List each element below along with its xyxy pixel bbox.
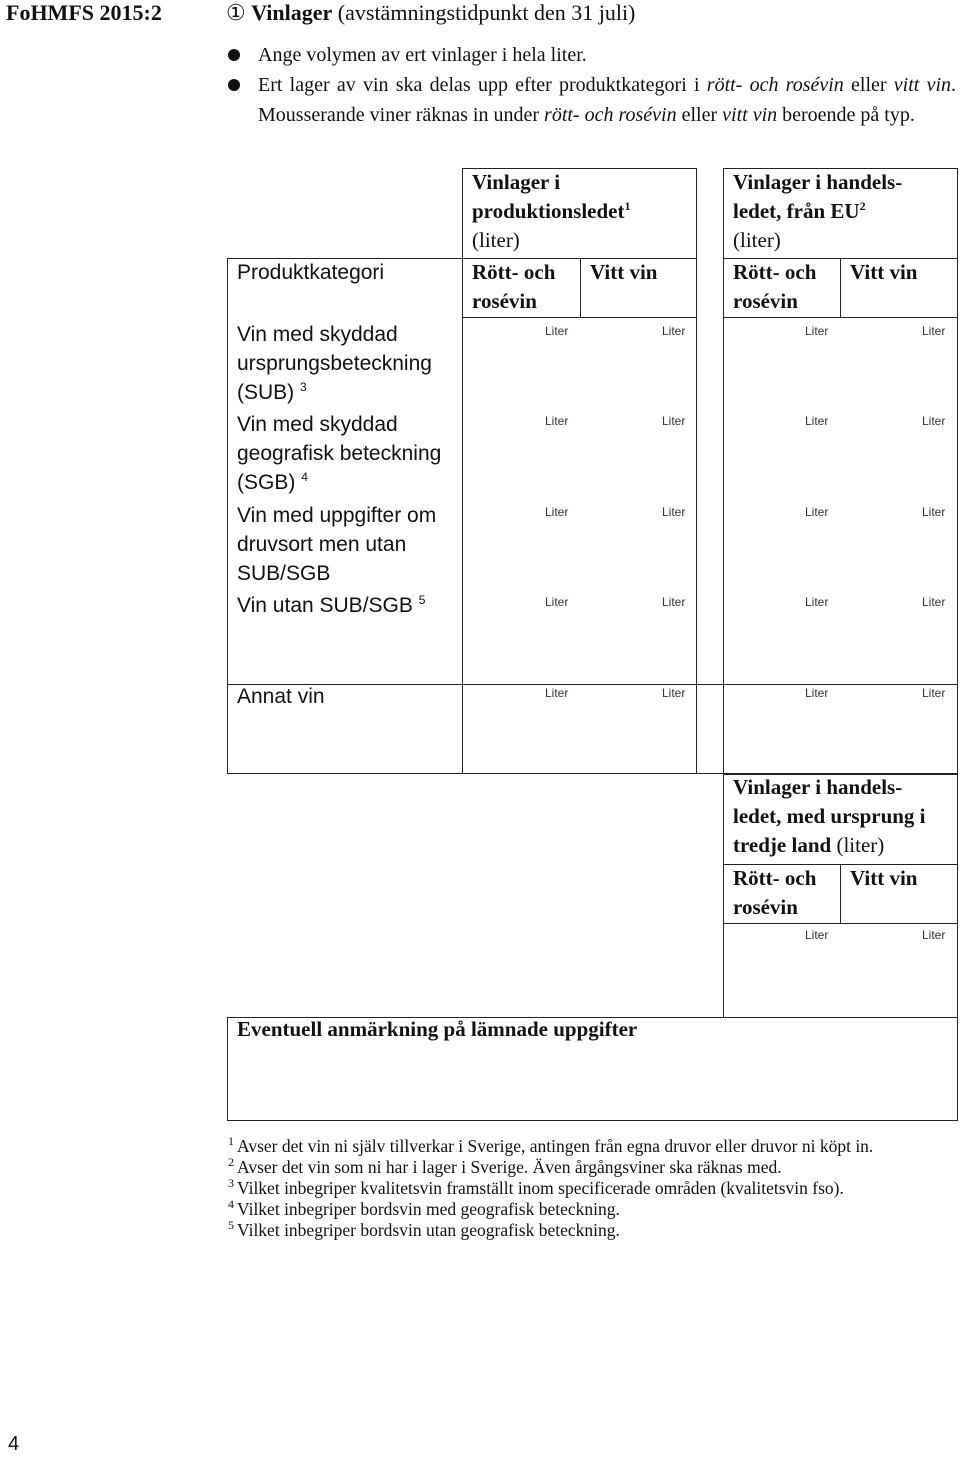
footnote-number: 4 (228, 1197, 234, 1212)
unit-label-production-red[interactable]: Liter (545, 505, 569, 519)
third-country-header-line: tredje land (733, 833, 832, 857)
eu-header-unit: (liter) (733, 228, 781, 252)
col-header-line: rosévin (733, 289, 798, 313)
instruction-text: beroende på typ. (777, 104, 915, 126)
col-header-line: rosévin (733, 895, 798, 919)
footnote-number: 5 (228, 1218, 234, 1233)
section-number: ① (226, 0, 246, 25)
unit-label-third-red[interactable]: Liter (805, 928, 829, 942)
production-header-line: produktionsledet$^1$ (472, 199, 631, 223)
third-country-header-unit: (liter) (836, 833, 885, 857)
footnote (228, 1157, 956, 1178)
unit-label-production-red[interactable]: Liter (545, 324, 569, 338)
col-header-line: Rött- och (733, 866, 817, 890)
row-label-other: Annat vin (237, 685, 325, 708)
instruction-text: eller (843, 74, 894, 96)
row-label-line: druvsort men utan (237, 533, 407, 556)
unit-label-eu-white[interactable]: Liter (922, 505, 946, 519)
production-header (472, 168, 631, 255)
unit-label-production-red[interactable]: Liter (545, 414, 569, 428)
row-label-no-sub (237, 591, 425, 620)
footnote (228, 1199, 956, 1220)
unit-label-eu-red[interactable]: Liter (805, 686, 829, 700)
unit-label-third-white[interactable]: Liter (922, 928, 946, 942)
row-label-line: (SUB) (237, 381, 295, 404)
third-country-header-line: ledet, med ursprung i (733, 804, 926, 828)
instruction-text: Ert lager av vin ska delas upp efter produktkategori i (258, 74, 707, 96)
footnote-ref: 2 (859, 199, 866, 213)
divider (840, 258, 841, 318)
footnote-text: Avser det vin ni själv tillverkar i Sverige, antingen från egna druvor eller druvor ni köpt in. (237, 1136, 874, 1156)
third-country-header-line: Vinlager i handels- (733, 775, 903, 799)
unit-label-production-white[interactable]: Liter (662, 324, 686, 338)
unit-label-eu-red[interactable]: Liter (805, 595, 829, 609)
row-label-sgb (237, 410, 441, 497)
footnote-number: 2 (228, 1155, 234, 1170)
eu-header-line: Vinlager i handels- (733, 170, 903, 194)
remarks-label: Eventuell anmärkning på lämnade uppgifter (237, 1017, 638, 1041)
unit-label-eu-white[interactable]: Liter (922, 324, 946, 338)
row-label-line: Vin med skyddad (237, 413, 398, 436)
instruction-text: eller (676, 104, 723, 126)
unit-label-production-white[interactable]: Liter (662, 505, 686, 519)
unit-label-eu-white[interactable]: Liter (922, 414, 946, 428)
row-label-line: Vin utan SUB/SGB (237, 594, 413, 617)
instruction-text: Ange volymen av ert vinlager i hela liter. (258, 44, 587, 66)
footnotes (228, 1136, 956, 1241)
unit-label-production-white[interactable]: Liter (662, 595, 686, 609)
instruction-item (226, 40, 956, 70)
eu-header (733, 168, 902, 255)
row-label-line: ursprungsbeteckning (237, 352, 432, 375)
footnote-text: Avser det vin som ni har i lager i Sverige. Även årgångsviner ska räknas med. (237, 1157, 782, 1177)
row-label-line: SUB/SGB (237, 562, 331, 585)
production-header-unit: (liter) (472, 228, 520, 252)
footnote-number: 3 (228, 1176, 234, 1191)
divider (840, 864, 841, 924)
col-white-third: Vitt vin (850, 866, 918, 890)
unit-label-eu-white[interactable]: Liter (922, 686, 946, 700)
instruction-item (226, 70, 956, 130)
row-label-line: Vin med uppgifter om (237, 504, 437, 527)
row-label-grape (237, 501, 436, 588)
footnote-ref: 5 (418, 593, 426, 607)
unit-label-eu-red[interactable]: Liter (805, 414, 829, 428)
section-title-bold: Vinlager (251, 0, 333, 25)
instruction-emphasis: rött- och rosévin (706, 74, 844, 96)
footnote-text: Vilket inbegriper bordsvin med geografisk beteckning. (237, 1199, 620, 1219)
col-white-production: Vitt vin (590, 260, 658, 284)
footnote (228, 1136, 956, 1157)
eu-header-line (733, 197, 902, 226)
document-id: FoHMFS 2015:2 (6, 0, 162, 25)
production-header-line: Vinlager i (472, 170, 561, 194)
bullet-icon (228, 79, 240, 91)
unit-label-production-red[interactable]: Liter (545, 595, 569, 609)
unit-label-eu-red[interactable]: Liter (805, 324, 829, 338)
instruction-emphasis: vitt vin (893, 74, 952, 96)
category-header: Produktkategori (237, 261, 385, 284)
footnote-ref: 3 (300, 380, 307, 394)
footnote-text: Vilket inbegriper kvalitetsvin framställt inom specificerade områden (kvalitetsvin fso). (237, 1178, 844, 1198)
row-label-line: geografisk beteckning (237, 442, 442, 465)
divider (580, 258, 581, 318)
row-label-line: Vin med skyddad (237, 323, 398, 346)
third-country-header (733, 773, 926, 860)
col-red-eu (733, 258, 816, 316)
col-header-line: rosévin (472, 289, 537, 313)
col-header-line: Rött- och (733, 260, 817, 284)
other-wine-row (227, 684, 958, 774)
footnote (228, 1178, 956, 1199)
unit-label-eu-red[interactable]: Liter (805, 505, 829, 519)
instruction-emphasis: rött- och rosévin (544, 104, 677, 126)
footnote-number: 1 (228, 1134, 234, 1149)
footnote-ref: 4 (301, 470, 308, 484)
col-red-production (472, 258, 555, 316)
row-label-line: (SGB) (237, 471, 296, 494)
col-white-eu: Vitt vin (850, 260, 918, 284)
unit-label-production-white[interactable]: Liter (662, 414, 686, 428)
section-title (226, 0, 635, 26)
instructions-list (226, 40, 956, 130)
unit-label-eu-white[interactable]: Liter (922, 595, 946, 609)
col-red-third (733, 864, 816, 922)
row-label-sub (237, 320, 432, 407)
unit-label-production-red[interactable]: Liter (545, 686, 569, 700)
page-number: 4 (8, 1433, 20, 1455)
footnote-text: Vilket inbegriper bordsvin utan geografisk beteckning. (237, 1220, 620, 1240)
unit-label-production-white[interactable]: Liter (662, 686, 686, 700)
bullet-icon (228, 49, 240, 61)
eu-header-text: ledet, från EU (733, 199, 860, 223)
footnote (228, 1220, 956, 1241)
footnote-ref: 1 (624, 199, 631, 213)
instruction-text: . Mousserande viner räknas in under (258, 74, 957, 126)
instruction-emphasis: vitt vin (722, 104, 778, 126)
section-title-rest: (avstämningstidpunkt den 31 juli) (337, 0, 636, 25)
col-header-line: Rött- och (472, 260, 556, 284)
